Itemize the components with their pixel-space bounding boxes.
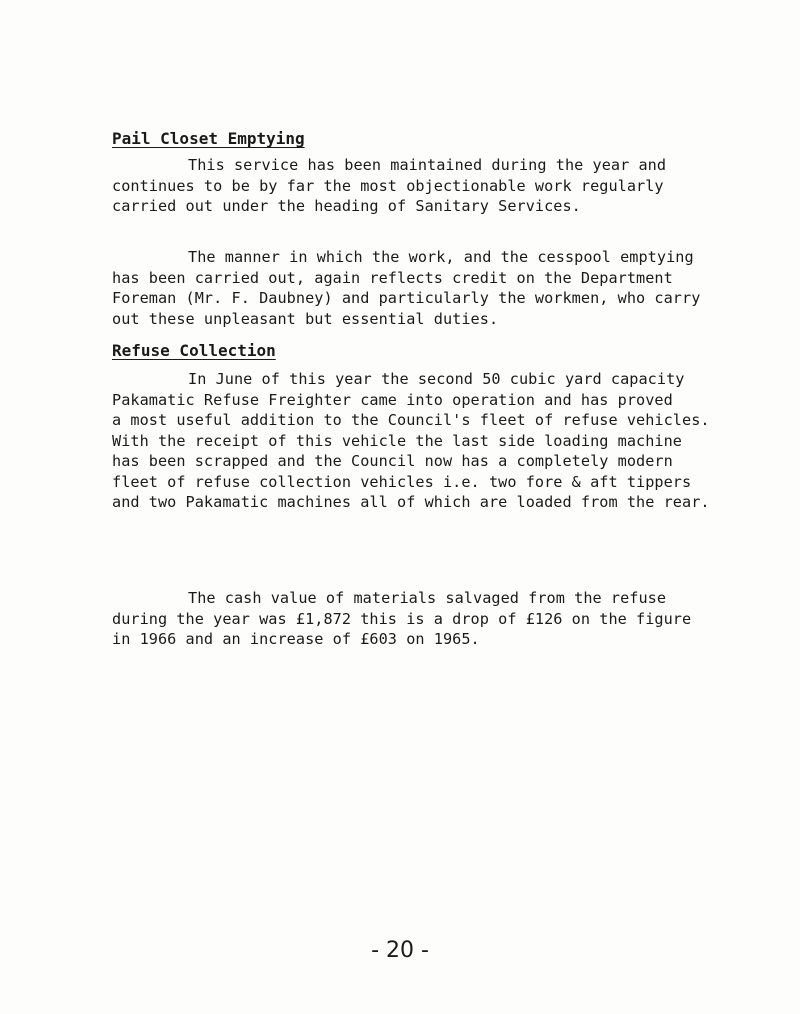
text-line: In June of this year the second 50 cubic yard capacity (188, 370, 685, 388)
text-line: With the receipt of this vehicle the last side loading machine (112, 431, 683, 450)
paragraph (112, 155, 666, 217)
section-refuse-collection (112, 341, 792, 511)
section-pail-closet-emptying (112, 129, 792, 328)
page-number: - 20 - (371, 938, 429, 963)
text-line: and two Pakamatic machines all of which are loaded from the rear. (112, 493, 710, 511)
text-line: Pakamatic Refuse Freighter came into operation and has proved (112, 390, 673, 409)
section-heading: Pail Closet Emptying (112, 129, 305, 148)
text-line: fleet of refuse collection vehicles i.e. two fore & aft tippers (112, 472, 692, 491)
text-line: has been scrapped and the Council now has a completely modern (112, 452, 673, 470)
paragraph (112, 369, 710, 513)
text-line: Foreman (Mr. F. Daubney) and particularly the workmen, who carry (112, 289, 701, 307)
text-line: The manner in which the work, and the cesspool emptying (188, 248, 694, 266)
text-line: The cash value of materials salvaged from the refuse (188, 589, 667, 607)
paragraph (112, 247, 700, 329)
text-line: continues to be by far the most objectionable work regularly (112, 176, 664, 195)
text-line: in 1966 and an increase of £603 on 1965. (112, 630, 480, 648)
paragraph (112, 588, 792, 650)
text-line: a most useful addition to the Council's fleet of refuse vehicles. (112, 411, 710, 429)
text-line: This service has been maintained during the year and (188, 156, 667, 174)
text-line: during the year was £1,872 this is a drop of £126 on the figure (112, 609, 692, 628)
text-line: out these unpleasant but essential duties. (112, 309, 499, 328)
text-line: has been carried out, again reflects credit on the Department (112, 268, 673, 287)
section-heading: Refuse Collection (112, 341, 276, 360)
paragraph-salvage-value (112, 588, 792, 650)
text-line: carried out under the heading of Sanitary Services. (112, 197, 581, 215)
